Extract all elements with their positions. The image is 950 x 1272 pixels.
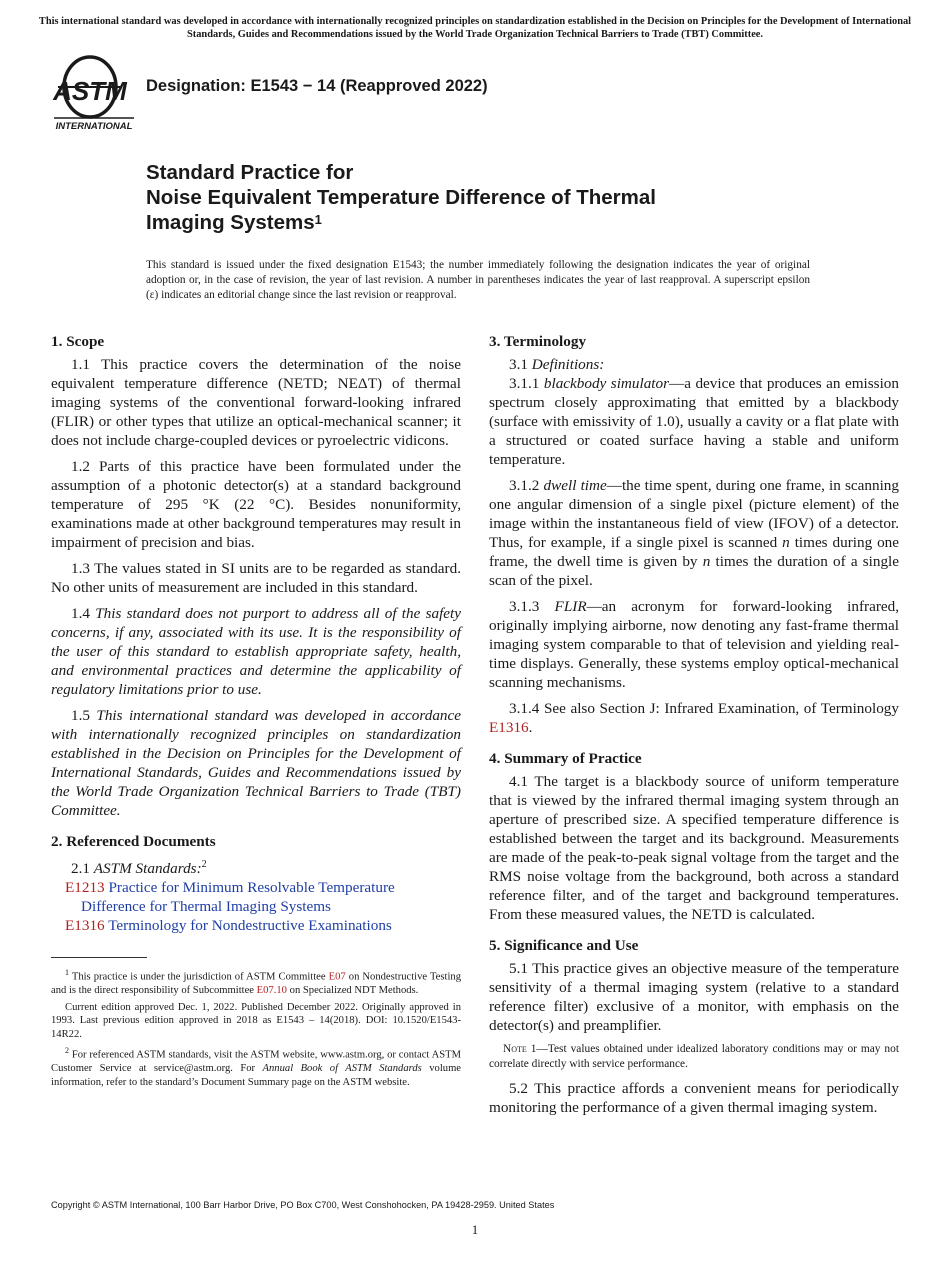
scope-1-5	[51, 706, 461, 820]
note-1	[489, 1042, 899, 1072]
document-title	[146, 160, 906, 235]
terminology-3-1-2-text-c: times the duration of a single scan of the pixel.	[489, 553, 900, 589]
scope-1-5-num: 1.5	[71, 707, 90, 724]
terminology-3-1-3-text: —an acronym for forward-looking infrared, originally implying airborne, now denoting any fast-frame thermal imaging system comparable to that of television and yielding real-time displays. Generally, these systems employ optical-mechanical scanning mechanisms.	[489, 598, 900, 691]
scope-1-4	[51, 604, 461, 699]
scope-1-5-text: This international standard was developed in accordance with internationally recognized principles on standardization established in the Decision on Principles for the Development of International Standards, Guides and Recommendations issued by the World Trade Organization Technical Barriers to Trade (TBT) Committee.	[51, 707, 461, 819]
footnote-2-mark: 2	[65, 1046, 69, 1056]
terminology-3-1-2-n2: n	[702, 553, 711, 570]
footnote-1-text-b: on Nondestructive Testing and is the direct responsibility of Subcommittee	[51, 971, 461, 997]
terminology-3-1	[489, 355, 899, 374]
referenced-2-1-mark: 2	[201, 859, 207, 870]
footnote-2-text-a: For referenced ASTM standards, visit the ASTM website, www.astm.org, or contact ASTM Customer Service at service@astm.org. For	[51, 1049, 462, 1075]
reference-title[interactable]: Terminology for Nondestructive Examinations	[108, 917, 392, 935]
summary-heading: 4. Summary of Practice	[489, 750, 642, 767]
terminology-3-1-4-end: .	[528, 719, 533, 736]
section-terminology	[489, 332, 899, 737]
note-text: 1—Test values obtained under idealized laboratory conditions may or may not correlate directly with service performance.	[489, 1043, 899, 1070]
significance-5-1: 5.1 This practice gives an objective measure of the temperature sensitivity of a thermal imaging system (relative to a standard reference filter) exclusive of a monitor, with emphasis on the detector(s) and preamplifier.	[489, 960, 899, 1034]
terminology-3-1-num: 3.1	[509, 356, 528, 373]
scope-1-3: 1.3 The values stated in SI units are to be regarded as standard. No other units of measurement are included in this standard.	[51, 560, 461, 596]
designation: Designation: E1543 − 14 (Reapproved 2022)	[146, 77, 488, 95]
terminology-3-1-4	[489, 699, 899, 737]
terminology-3-1-2-text-b: times during one frame, the dwell time is given by	[489, 534, 900, 570]
footnote-2-text-b: volume information, refer to the standard’s Document Summary page on the ASTM website.	[51, 1063, 462, 1088]
reference-code[interactable]: E1213	[65, 879, 105, 897]
terminology-heading: 3. Terminology	[489, 333, 587, 350]
terminology-3-1-3	[489, 597, 899, 692]
right-column	[489, 332, 899, 1129]
link-e07[interactable]: E07	[328, 971, 346, 983]
terminology-3-1-1-num: 3.1.1	[509, 375, 540, 392]
left-column	[51, 332, 461, 1092]
footnote-1-text-c: on Specialized NDT Methods.	[289, 985, 419, 997]
copyright: Copyright © ASTM International, 100 Barr Harbor Drive, PO Box C700, West Conshohocken, PA 19428-2959. United States	[51, 1200, 555, 1210]
footnote-2-italic: Annual Book of ASTM Standards	[262, 1063, 422, 1075]
reference-code[interactable]: E1316	[65, 917, 105, 935]
terminology-3-1-2-num: 3.1.2	[509, 477, 540, 494]
footnote-2	[51, 1044, 461, 1089]
significance-heading: 5. Significance and Use	[489, 937, 639, 954]
reference-title[interactable]: Practice for Minimum Resolvable Temperature Difference for Thermal Imaging Systems	[81, 879, 395, 916]
title-line-3	[146, 210, 906, 235]
logo-wordmark: ASTM	[53, 76, 127, 106]
logo-subtitle: INTERNATIONAL	[55, 121, 133, 132]
footnote-rule	[51, 957, 147, 958]
issuance-statement: This standard is issued under the fixed designation E1543; the number immediately following the designation indicates the year of original adoption or, in the case of revision, the year of last revision. A number in parentheses indicates the year of last reapproval. A superscript epsilon (ε) indicates an editorial change since the last revision or reapproval.	[146, 259, 810, 301]
footnotes	[51, 966, 461, 1089]
section-referenced-documents	[51, 832, 461, 935]
title-line-3-text: Imaging Systems	[146, 211, 315, 234]
section-summary	[489, 749, 899, 924]
terminology-3-1-1-text: —a device that produces an emission spectrum closely approximating that emitted by a blackbody (surface with emissivity of 1.0), usually a cavity or a flat plate with a structured or coated surface having a stable and uniform temperature.	[489, 375, 899, 468]
terminology-3-1-1	[489, 374, 899, 469]
title-footnote-mark: 1	[314, 212, 322, 227]
title-line-1: Standard Practice for	[146, 161, 354, 184]
page-number: 1	[471, 1222, 479, 1237]
terminology-3-1-4-text: 3.1.4 See also Section J: Infrared Examination, of Terminology	[509, 700, 899, 717]
terminology-3-1-label: Definitions:	[531, 356, 605, 373]
reference-item-e1316[interactable]	[51, 916, 461, 935]
significance-5-2: 5.2 This practice affords a convenient means for periodically monitoring the performance of a given thermal imaging system.	[489, 1080, 899, 1116]
terminology-3-1-2	[489, 476, 899, 590]
terminology-3-1-2-term: dwell time	[543, 477, 607, 494]
referenced-2-1	[51, 855, 461, 878]
section-significance	[489, 936, 899, 1117]
scope-1-2: 1.2 Parts of this practice have been formulated under the assumption of a photonic detector(s) at a standard background temperature of 295 °K (22 °C). Besides nonuniformity, examinations made at other background temperatures may result in impairment of precision and bias.	[51, 458, 461, 551]
reference-item-e1213[interactable]	[51, 878, 461, 916]
footnote-1-text-a: This practice is under the jurisdiction of ASTM Committee	[71, 971, 326, 983]
astm-logo	[52, 54, 136, 132]
referenced-2-1-label: ASTM Standards:	[93, 860, 202, 878]
terminology-3-1-2-text-a: —the time spent, during one frame, in scanning one angular dimension of a single pixel (picture element) of the image within the instantaneous field of view (IFOV) of a detector. Thus, for example, if a single pixel is scanned	[489, 477, 899, 551]
footnote-1	[51, 966, 461, 998]
scope-1-4-text: This standard does not purport to address all of the safety concerns, if any, associated with its use. It is the responsibility of the user of this standard to establish appropriate safety, health, and environmental practices and determine the applicability of regulatory limitations prior to use.	[51, 605, 461, 698]
summary-4-1: 4.1 The target is a blackbody source of uniform temperature that is viewed by the infrared thermal imaging system through an aperture of prescribed size. A specified temperature difference is established between the target and its background. Measurements are made of the peak-to-peak signal voltage from the target and the RMS noise voltage from the background, both across a standard reference filter, and of the target and background temperatures. From these measured values, the NETD is calculated.	[489, 773, 899, 923]
section-scope	[51, 332, 461, 820]
title-line-2: Noise Equivalent Temperature Difference of Thermal	[146, 186, 656, 209]
footnote-1-mark: 1	[65, 968, 69, 978]
terminology-3-1-2-n1: n	[782, 534, 790, 551]
scope-heading: 1. Scope	[51, 333, 105, 350]
scope-1-1: 1.1 This practice covers the determination of the noise equivalent temperature difference (NETD; NEΔT) of thermal imaging systems of the conventional forward-looking infrared (FLIR) or other types that utilize an optical-mechanical scanner; it does not include charge-coupled devices or pyroelectric vidicons.	[51, 356, 461, 449]
link-e1316[interactable]: E1316	[489, 719, 529, 736]
note-label: Note	[503, 1043, 527, 1055]
terminology-3-1-1-term: blackbody simulator	[543, 375, 670, 392]
header-notice: This international standard was developed in accordance with internationally recognized principles on standardization established in the Decision on Principles for the Development of International Standards, Guides and Recommendations issued by the World Trade Organization Technical Barriers to Trade (TBT) Committee.	[38, 16, 912, 40]
referenced-heading: 2. Referenced Documents	[51, 833, 216, 850]
referenced-2-1-num: 2.1	[71, 860, 90, 878]
link-e07-10[interactable]: E07.10	[256, 985, 287, 997]
terminology-3-1-3-num: 3.1.3	[509, 598, 540, 615]
scope-1-4-num: 1.4	[71, 605, 90, 622]
footnote-1-edition: Current edition approved Dec. 1, 2022. Published December 2022. Originally approved in 1993. Last previous edition approved in 2018 as E1543 – 14(2018). DOI: 10.1520/E1543-14R22.	[51, 1001, 461, 1040]
terminology-3-1-3-term: FLIR	[554, 598, 587, 615]
